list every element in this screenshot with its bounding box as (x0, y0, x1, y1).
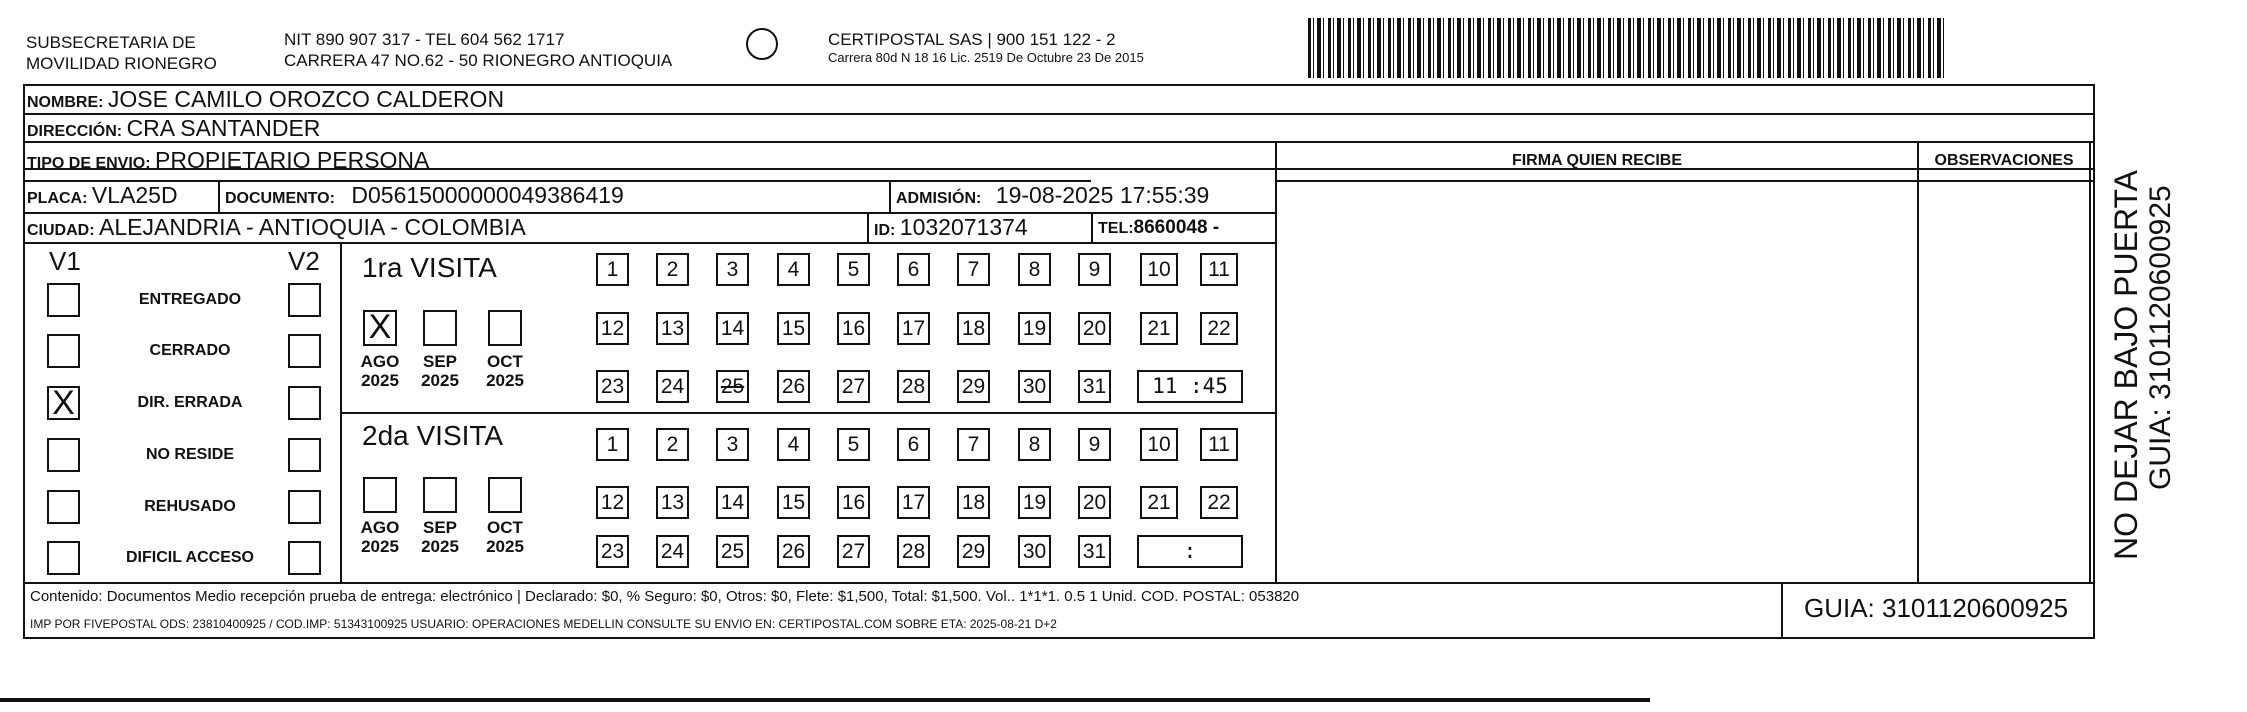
day-checkbox[interactable]: 15 (777, 312, 810, 345)
courier-line1: CERTIPOSTAL SAS | 900 151 122 - 2 (828, 30, 1116, 49)
documento-cell (225, 182, 624, 209)
day-checkbox[interactable]: 7 (957, 428, 990, 461)
day-checkbox[interactable]: 26 (777, 370, 810, 403)
id-label: ID: (874, 222, 896, 239)
day-checkbox[interactable]: 30 (1018, 370, 1051, 403)
month-name: SEP (422, 352, 458, 371)
day-checkbox[interactable]: 22 (1200, 312, 1238, 345)
day-checkbox[interactable]: 1 (596, 428, 629, 461)
day-checkbox[interactable]: 28 (897, 535, 930, 568)
v2-checkbox[interactable] (288, 334, 321, 368)
month-year: 2025 (421, 371, 459, 390)
month-name: OCT (487, 352, 523, 371)
day-checkbox[interactable]: 2 (656, 253, 689, 286)
day-checkbox[interactable]: 19 (1018, 312, 1051, 345)
month-label (415, 518, 465, 556)
v2-checkbox[interactable] (288, 490, 321, 524)
day-checkbox[interactable]: 29 (957, 535, 990, 568)
ciudad-cell (27, 214, 526, 241)
footer-print-line: IMP POR FIVEPOSTAL ODS: 23810400925 / COD.IMP: 51343100925 USUARIO: OPERACIONES MEDELLIN CONSULTE SU ENVIO EN: CERTIPOSTAL.COM SOBRE ETA: 2025-08-21 D+2 (30, 617, 1057, 631)
day-checkbox[interactable]: 22 (1200, 486, 1238, 519)
day-checkbox[interactable]: 14 (716, 486, 749, 519)
month-year: 2025 (486, 371, 524, 390)
month-label (355, 518, 405, 556)
month-checkbox[interactable] (363, 477, 397, 513)
day-checkbox[interactable]: 7 (957, 253, 990, 286)
visit-time-field[interactable]: 11 :45 (1137, 370, 1243, 403)
month-label (480, 352, 530, 390)
day-checkbox[interactable]: 14 (716, 312, 749, 345)
nombre-row (27, 86, 504, 113)
courier-info (828, 29, 1144, 65)
day-checkbox[interactable]: 20 (1078, 486, 1111, 519)
reason-label: REHUSADO (144, 498, 236, 515)
reason-label: CERRADO (149, 342, 231, 359)
day-checkbox[interactable]: 21 (1140, 486, 1178, 519)
month-label (415, 352, 465, 390)
day-checkbox[interactable]: 20 (1078, 312, 1111, 345)
month-name: OCT (487, 518, 523, 537)
issuer-contact (284, 29, 672, 71)
first-visit-title: 1ra VISITA (362, 252, 497, 283)
firma-header: FIRMA QUIEN RECIBE (1511, 152, 1683, 169)
v2-checkbox[interactable] (288, 283, 321, 317)
admision-value: 19-08-2025 17:55:39 (995, 182, 1210, 208)
v1-checkbox[interactable] (47, 438, 80, 472)
day-checkbox[interactable]: 24 (656, 370, 689, 403)
month-checkbox[interactable]: X (363, 310, 397, 346)
day-checkbox[interactable]: 17 (897, 312, 930, 345)
day-checkbox[interactable]: 26 (777, 535, 810, 568)
day-checkbox[interactable]: 11 (1200, 253, 1238, 286)
v2-checkbox[interactable] (288, 541, 321, 575)
day-checkbox[interactable]: 4 (777, 253, 810, 286)
month-year: 2025 (486, 537, 524, 556)
v1-checkbox[interactable] (47, 490, 80, 524)
day-checkbox[interactable]: 4 (777, 428, 810, 461)
second-visit-title: 2da VISITA (362, 420, 504, 451)
v1-checkbox[interactable] (47, 541, 80, 575)
day-checkbox[interactable]: 12 (596, 486, 629, 519)
day-checkbox[interactable]: 27 (837, 535, 870, 568)
day-checkbox[interactable]: 12 (596, 312, 629, 345)
month-checkbox[interactable] (423, 477, 457, 513)
day-checkbox[interactable]: 13 (656, 486, 689, 519)
admision-label: ADMISIÓN: (896, 190, 982, 207)
month-checkbox[interactable] (423, 310, 457, 346)
day-checkbox[interactable]: 24 (656, 535, 689, 568)
documento-label: DOCUMENTO: (225, 190, 335, 207)
v1-checkbox[interactable]: X (47, 386, 80, 420)
placa-label: PLACA: (27, 190, 88, 207)
day-checkbox[interactable]: 9 (1078, 428, 1111, 461)
month-name: SEP (422, 518, 458, 537)
footer-guia: GUIA: 3101120600925 (1803, 593, 2069, 623)
tel-label: TEL: (1098, 220, 1134, 237)
month-label (480, 518, 530, 556)
direccion-label: DIRECCIÓN: (27, 123, 123, 140)
day-checkbox[interactable]: 19 (1018, 486, 1051, 519)
direccion-row (27, 115, 320, 142)
documento-value: D05615000000049386419 (351, 182, 624, 208)
day-checkbox[interactable]: 25 (716, 535, 749, 568)
id-value: 1032071374 (899, 214, 1028, 240)
month-label (355, 352, 405, 390)
day-checkbox[interactable]: 15 (777, 486, 810, 519)
tipo-envio-value: PROPIETARIO PERSONA (155, 147, 430, 173)
placa-value: VLA25D (91, 182, 178, 208)
month-year: 2025 (361, 371, 399, 390)
reason-label: DIFICIL ACCESO (125, 549, 254, 566)
day-checkbox[interactable]: 25 (716, 370, 749, 403)
day-checkbox[interactable]: 17 (897, 486, 930, 519)
courier-line2: Carrera 80d N 18 16 Lic. 2519 De Octubre 23 De 2015 (828, 50, 1144, 65)
day-checkbox[interactable]: 16 (837, 312, 870, 345)
day-checkbox[interactable]: 8 (1018, 428, 1051, 461)
month-year: 2025 (421, 537, 459, 556)
day-checkbox[interactable]: 18 (957, 486, 990, 519)
v1-header: V1 (49, 246, 81, 276)
v2-checkbox[interactable] (288, 438, 321, 472)
reason-label: ENTREGADO (138, 291, 242, 308)
observations-area[interactable] (1921, 182, 2087, 580)
day-checkbox[interactable]: 27 (837, 370, 870, 403)
day-checkbox[interactable]: 3 (716, 428, 749, 461)
placa-cell (27, 182, 178, 209)
day-checkbox[interactable]: 30 (1018, 535, 1051, 568)
day-checkbox[interactable]: 10 (1140, 428, 1178, 461)
reason-label: DIR. ERRADA (137, 394, 243, 411)
day-checkbox[interactable]: 21 (1140, 312, 1178, 345)
day-checkbox[interactable]: 9 (1078, 253, 1111, 286)
day-checkbox[interactable]: 6 (897, 428, 930, 461)
ciudad-value: ALEJANDRIA - ANTIOQUIA - COLOMBIA (99, 214, 526, 240)
direccion-value: CRA SANTANDER (126, 115, 321, 141)
footer-content-line: Contenido: Documentos Medio recepción prueba de entrega: electrónico | Declarado: $0, % Seguro: $0, Otros: $0, Flete: $1,500, Total: $1,500. Vol.. 1*1*1. 0.5 1 Unid. COD. POSTAL: 053820 (30, 588, 1300, 605)
visit-time-field[interactable]: : (1137, 535, 1243, 568)
day-checkbox[interactable]: 5 (837, 428, 870, 461)
day-checkbox[interactable]: 1 (596, 253, 629, 286)
issuer-name (26, 32, 217, 74)
ciudad-label: CIUDAD: (27, 222, 95, 239)
month-checkbox[interactable] (488, 477, 522, 513)
side-warning: NO DEJAR BAJO PUERTA (2108, 170, 2144, 560)
month-name: AGO (360, 518, 400, 537)
day-checkbox[interactable]: 11 (1200, 428, 1238, 461)
nit-line: NIT 890 907 317 - TEL 604 562 1717 (284, 30, 565, 49)
v1-checkbox[interactable] (47, 334, 80, 368)
v2-header: V2 (288, 246, 320, 276)
nombre-value: JOSE CAMILO OROZCO CALDERON (107, 86, 505, 112)
day-checkbox[interactable]: 5 (837, 253, 870, 286)
day-checkbox[interactable]: 29 (957, 370, 990, 403)
v2-checkbox[interactable] (288, 386, 321, 420)
day-checkbox[interactable]: 6 (897, 253, 930, 286)
tipo-envio-label: TIPO DE ENVIO: (27, 155, 151, 172)
barcode (1308, 18, 1944, 78)
tipo-envio-row (27, 147, 429, 174)
v1-checkbox[interactable] (47, 283, 80, 317)
observaciones-header: OBSERVACIONES (1934, 152, 2074, 169)
day-checkbox[interactable]: 13 (656, 312, 689, 345)
id-cell (874, 214, 1028, 241)
address-line: CARRERA 47 NO.62 - 50 RIONEGRO ANTIOQUIA (284, 51, 673, 70)
day-checkbox[interactable]: 31 (1078, 535, 1111, 568)
day-checkbox[interactable]: 23 (596, 535, 629, 568)
reason-label: NO RESIDE (145, 446, 234, 463)
side-guia: GUIA: 3101120600925 (2144, 185, 2177, 490)
tel-cell (1098, 217, 1219, 239)
courier-logo-icon (746, 28, 778, 60)
day-checkbox[interactable]: 28 (897, 370, 930, 403)
signature-area[interactable] (1279, 182, 1915, 580)
day-checkbox[interactable]: 31 (1078, 370, 1111, 403)
day-checkbox[interactable]: 2 (656, 428, 689, 461)
day-checkbox[interactable]: 3 (716, 253, 749, 286)
day-checkbox[interactable]: 23 (596, 370, 629, 403)
month-name: AGO (360, 352, 400, 371)
day-checkbox[interactable]: 18 (957, 312, 990, 345)
month-year: 2025 (361, 537, 399, 556)
admision-cell (896, 182, 1209, 209)
day-checkbox[interactable]: 10 (1140, 253, 1178, 286)
issuer-line2: MOVILIDAD RIONEGRO (26, 54, 217, 73)
nombre-label: NOMBRE: (27, 94, 104, 111)
day-checkbox[interactable]: 8 (1018, 253, 1051, 286)
day-checkbox[interactable]: 16 (837, 486, 870, 519)
issuer-line1: SUBSECRETARIA DE (26, 33, 196, 52)
tel-value: 8660048 - (1133, 217, 1220, 238)
month-checkbox[interactable] (488, 310, 522, 346)
